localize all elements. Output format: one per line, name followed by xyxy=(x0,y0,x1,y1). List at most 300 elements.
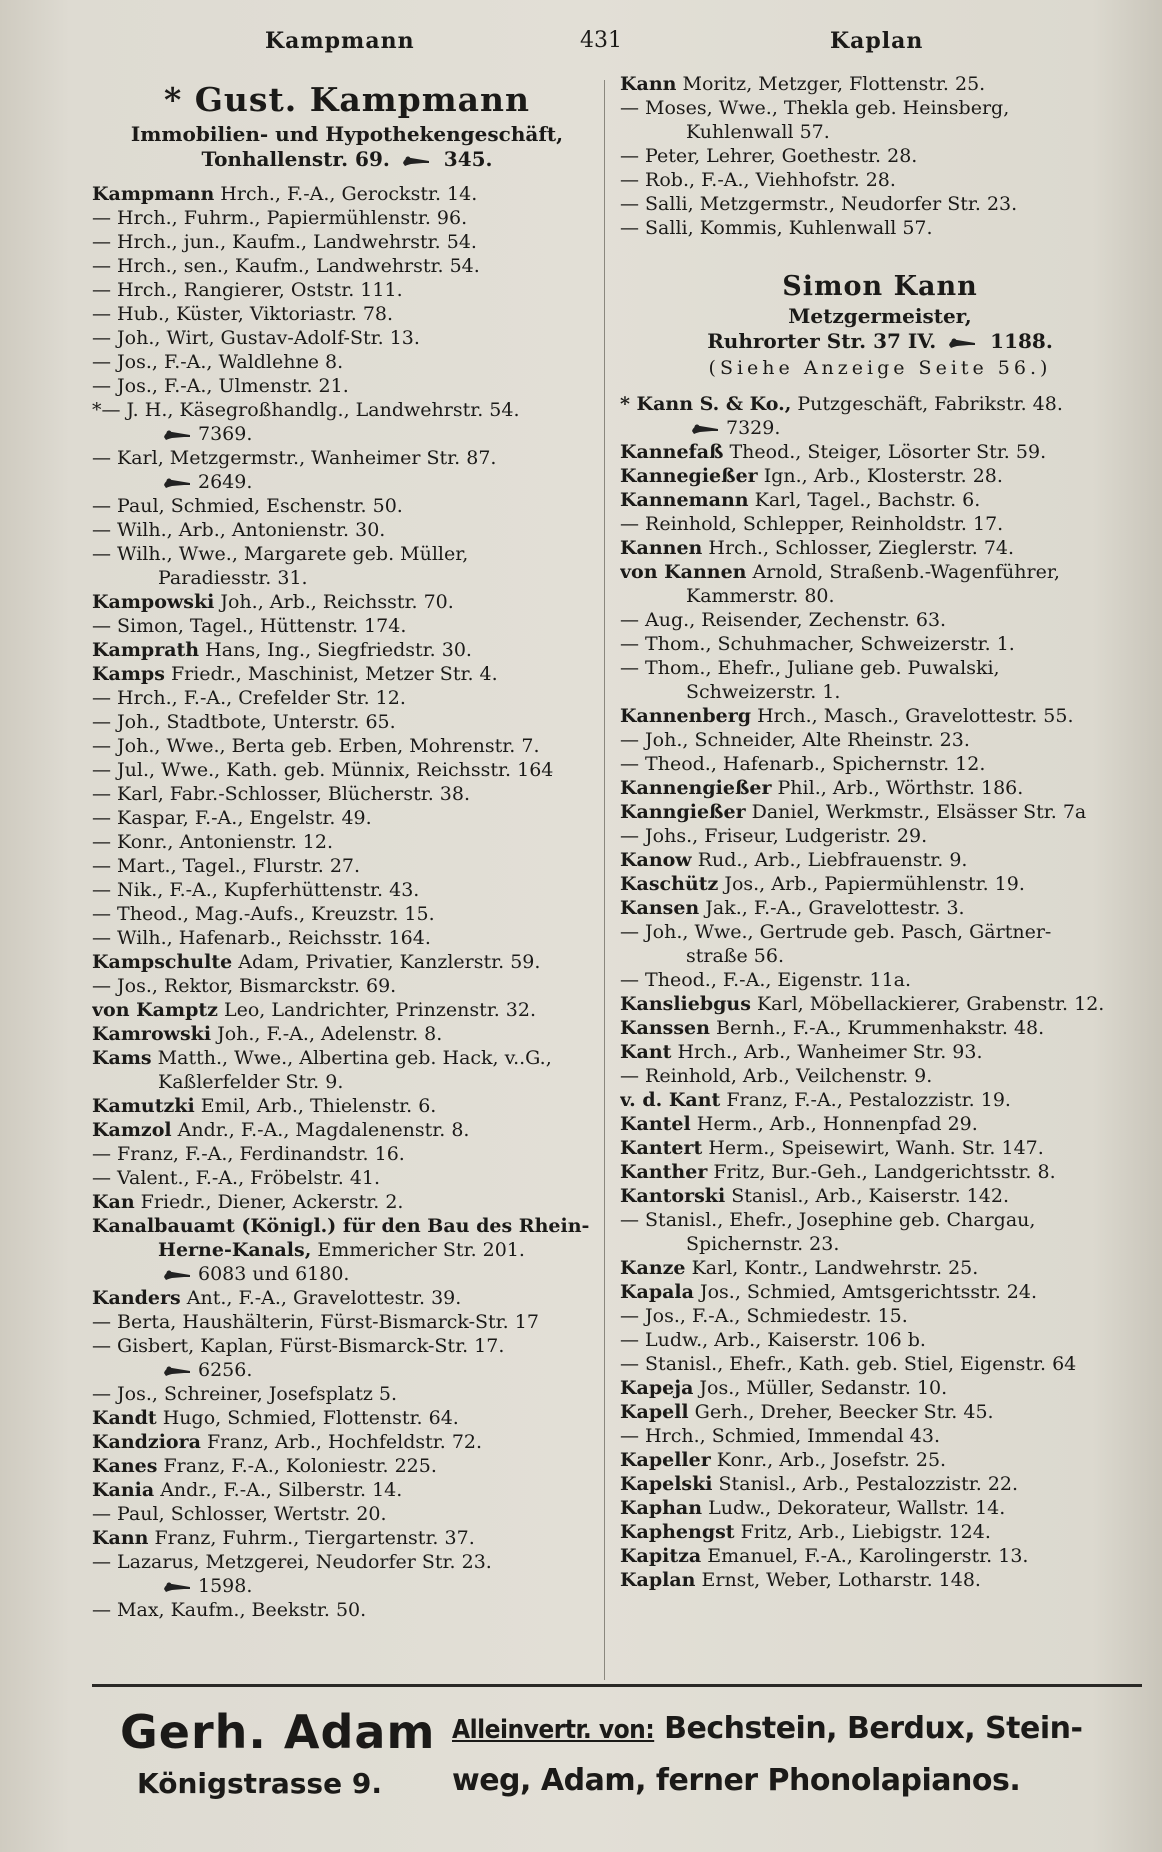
phone-number: 7329. xyxy=(726,417,781,439)
directory-entry xyxy=(92,662,602,686)
entry-surname: Kanther xyxy=(620,1161,708,1183)
entry-details: — Theod., Mag.-Aufs., Kreuzstr. 15. xyxy=(92,903,435,925)
entry-details: — Joh., Schneider, Alte Rheinstr. 23. xyxy=(620,729,970,751)
entry-surname: Kaphengst xyxy=(620,1521,735,1543)
directory-entry xyxy=(620,1088,1140,1112)
entry-surname: Kann xyxy=(92,1527,149,1549)
footer-line-1 xyxy=(452,1711,1082,1746)
phone-number: 7369. xyxy=(198,423,253,445)
entry-details: Herm., Speisewirt, Wanh. Str. 147. xyxy=(702,1137,1044,1159)
directory-entry xyxy=(620,584,1140,608)
entry-details: Friedr., Diener, Ackerstr. 2. xyxy=(134,1191,404,1213)
entry-surname: Kamrowski xyxy=(92,1023,212,1045)
running-header xyxy=(0,28,1162,58)
directory-entry xyxy=(92,1046,602,1070)
directory-entry xyxy=(92,974,602,998)
ad-reference: (Siehe Anzeige Seite 56.) xyxy=(708,357,1052,379)
directory-entry xyxy=(92,374,602,398)
entry-details: — Nik., F.-A., Kupferhüttenstr. 43. xyxy=(92,879,420,901)
directory-entry xyxy=(620,464,1140,488)
entry-details: — Karl, Fabr.-Schlosser, Blücherstr. 38. xyxy=(92,783,471,805)
entry-surname: v. d. Kant xyxy=(620,1089,721,1111)
entry-details: Arnold, Straßenb.-Wagenführer, xyxy=(746,561,1060,583)
directory-entry xyxy=(92,230,602,254)
entry-details: — Ludw., Arb., Kaiserstr. 106 b. xyxy=(620,1329,926,1351)
left-column xyxy=(92,72,602,1622)
directory-entry xyxy=(92,710,602,734)
directory-entry xyxy=(92,518,602,542)
entry-surname: Kanze xyxy=(620,1257,686,1279)
directory-entry xyxy=(92,638,602,662)
directory-entry xyxy=(92,1598,602,1622)
directory-entry xyxy=(620,168,1140,192)
entry-surname: Kapala xyxy=(620,1281,694,1303)
entry-surname: Kams xyxy=(92,1047,152,1069)
entry-details: Stanisl., Arb., Pestalozzistr. 22. xyxy=(712,1473,1019,1495)
directory-entry xyxy=(92,926,602,950)
directory-entry xyxy=(92,590,602,614)
directory-entry xyxy=(620,1544,1140,1568)
entry-details: — Hrch., F.-A., Crefelder Str. 12. xyxy=(92,687,406,709)
footer-address: Königstrasse 9. xyxy=(137,1767,382,1800)
entry-details: — Stanisl., Ehefr., Kath. geb. Stiel, Eigenstr. 64 xyxy=(620,1353,1077,1375)
entry-surname: Kapitza xyxy=(620,1545,702,1567)
entry-details: — Wilh., Arb., Antonienstr. 30. xyxy=(92,519,386,541)
directory-entry xyxy=(92,902,602,926)
directory-entry xyxy=(620,1040,1140,1064)
directory-entry xyxy=(92,1382,602,1406)
entry-details: — Wilh., Wwe., Margarete geb. Müller, xyxy=(92,543,469,565)
directory-entry xyxy=(620,1472,1140,1496)
entry-details: Phil., Arb., Wörthstr. 186. xyxy=(771,777,1024,799)
entry-surname: * Kann S. & Ko., xyxy=(620,393,792,415)
telephone-icon xyxy=(162,1364,192,1378)
directory-entry xyxy=(92,1358,602,1382)
entry-surname: Kannemann xyxy=(620,489,749,511)
directory-entry xyxy=(92,1190,602,1214)
entry-details: Karl, Tagel., Bachstr. 6. xyxy=(748,489,981,511)
directory-entry xyxy=(620,1328,1140,1352)
entry-details: — Peter, Lehrer, Goethestr. 28. xyxy=(620,145,918,167)
entry-details: — Kaspar, F.-A., Engelstr. 49. xyxy=(92,807,372,829)
entry-surname: Kapeller xyxy=(620,1449,711,1471)
entry-details: — Franz, F.-A., Ferdinandstr. 16. xyxy=(92,1143,405,1165)
directory-entry xyxy=(620,1376,1140,1400)
entry-details: Franz, F.-A., Pestalozzistr. 19. xyxy=(720,1089,1011,1111)
directory-entry xyxy=(92,326,602,350)
entry-details: Rud., Arb., Liebfrauenstr. 9. xyxy=(691,849,968,871)
entry-surname: Kannen xyxy=(620,537,703,559)
entry-surname: Kamutzki xyxy=(92,1095,195,1117)
footer-brand: Gerh. Adam xyxy=(120,1705,436,1759)
header-left-keyword: Kampmann xyxy=(265,28,415,54)
column-divider xyxy=(604,80,605,1680)
directory-entry xyxy=(620,872,1140,896)
directory-entry xyxy=(92,758,602,782)
directory-entry xyxy=(620,1136,1140,1160)
entry-details: — Max, Kaufm., Beekstr. 50. xyxy=(92,1599,367,1621)
telephone-icon xyxy=(162,476,192,490)
entry-surname: Kant xyxy=(620,1041,672,1063)
directory-entry xyxy=(92,254,602,278)
entry-details: Paradiesstr. 31. xyxy=(158,567,308,589)
advertisement-kampmann xyxy=(92,78,602,172)
directory-entry xyxy=(620,560,1140,584)
directory-entry xyxy=(92,422,602,446)
entry-details: Jos., Arb., Papiermühlenstr. 19. xyxy=(718,873,1025,895)
directory-entry xyxy=(620,1352,1140,1376)
directory-entry xyxy=(92,1454,602,1478)
directory-entry xyxy=(92,1142,602,1166)
ad-line: Metzgermeister, xyxy=(788,304,972,328)
directory-entry xyxy=(620,704,1140,728)
directory-entry xyxy=(620,120,1140,144)
directory-entry xyxy=(92,1094,602,1118)
entry-details: straße 56. xyxy=(686,945,784,967)
directory-entry xyxy=(620,944,1140,968)
ad-address: Tonhallenstr. 69. xyxy=(201,147,390,171)
entry-surname: Kania xyxy=(92,1479,155,1501)
entry-details: — Hrch., Schmied, Immendal 43. xyxy=(620,1425,941,1447)
entry-details: — Karl, Metzgermstr., Wanheimer Str. 87. xyxy=(92,447,497,469)
entry-surname: Kampmann xyxy=(92,183,215,205)
directory-entry xyxy=(92,302,602,326)
directory-entry xyxy=(92,1430,602,1454)
directory-entry xyxy=(620,1016,1140,1040)
phone-number: 2649. xyxy=(198,471,253,493)
directory-entry xyxy=(620,392,1140,416)
directory-entry xyxy=(620,1232,1140,1256)
directory-entry xyxy=(620,1520,1140,1544)
entry-list xyxy=(620,392,1140,1592)
ad-line xyxy=(92,147,602,172)
header-right-keyword: Kaplan xyxy=(830,28,924,54)
entry-details: Emanuel, F.-A., Karolingerstr. 13. xyxy=(701,1545,1029,1567)
directory-entry xyxy=(92,1478,602,1502)
entry-surname: Kamzol xyxy=(92,1119,172,1141)
ad-line: Immobilien- und Hypothekengeschäft, xyxy=(130,122,564,146)
entry-surname: Kandt xyxy=(92,1407,157,1429)
advertisement-kann xyxy=(620,270,1140,382)
entry-details: Herm., Arb., Honnenpfad 29. xyxy=(690,1113,978,1135)
entry-details: Fritz, Bur.-Geh., Landgerichtsstr. 8. xyxy=(707,1161,1056,1183)
entry-details: Schweizerstr. 1. xyxy=(686,681,841,703)
entry-details: — Jos., F.-A., Schmiedestr. 15. xyxy=(620,1305,908,1327)
entry-details: Emmericher Str. 201. xyxy=(311,1239,525,1261)
entry-surname: Kamprath xyxy=(92,639,200,661)
directory-entry xyxy=(92,950,602,974)
entry-details: — Theod., F.-A., Eigenstr. 11a. xyxy=(620,969,912,991)
entry-details: — Thom., Ehefr., Juliane geb. Puwalski, xyxy=(620,657,1000,679)
entry-surname: Kaschütz xyxy=(620,873,719,895)
entry-list xyxy=(92,182,602,1622)
ad-address: Ruhrorter Str. 37 IV. xyxy=(707,329,937,353)
entry-surname: Kampowski xyxy=(92,591,215,613)
entry-details: Hugo, Schmied, Flottenstr. 64. xyxy=(156,1407,459,1429)
entry-surname: Kantorski xyxy=(620,1185,726,1207)
directory-entry xyxy=(620,824,1140,848)
directory-entry xyxy=(92,1502,602,1526)
telephone-icon xyxy=(162,1268,192,1282)
ad-title: * Gust. Kampmann xyxy=(163,80,531,119)
directory-entry xyxy=(92,1310,602,1334)
footer-line-1-rest: Bechstein, Berdux, Stein- xyxy=(654,1711,1083,1746)
directory-entry xyxy=(620,96,1140,120)
directory-entry xyxy=(92,1406,602,1430)
entry-surname: Kanders xyxy=(92,1287,181,1309)
footer-advertisement xyxy=(92,1684,1142,1817)
entry-details: Theod., Steiger, Lösorter Str. 59. xyxy=(723,441,1047,463)
directory-entry xyxy=(92,182,602,206)
entry-surname: Kaplan xyxy=(620,1569,696,1591)
entry-surname: Kannenberg xyxy=(620,705,752,727)
entry-surname: Kapelski xyxy=(620,1473,713,1495)
directory-entry xyxy=(620,632,1140,656)
directory-entry xyxy=(620,512,1140,536)
entry-details: — Joh., Wwe., Gertrude geb. Pasch, Gärtner- xyxy=(620,921,1052,943)
directory-entry xyxy=(92,542,602,566)
directory-entry xyxy=(620,656,1140,680)
directory-entry xyxy=(620,1424,1140,1448)
entry-surname: Kanssen xyxy=(620,1017,710,1039)
directory-entry xyxy=(92,1574,602,1598)
directory-entry xyxy=(92,494,602,518)
entry-details: — Lazarus, Metzgerei, Neudorfer Str. 23. xyxy=(92,1551,492,1573)
entry-surname: Kansen xyxy=(620,897,700,919)
entry-surname: Kapeja xyxy=(620,1377,694,1399)
telephone-icon xyxy=(401,154,431,168)
directory-entry xyxy=(620,1448,1140,1472)
telephone-icon xyxy=(162,428,192,442)
directory-entry xyxy=(620,968,1140,992)
directory-entry xyxy=(92,854,602,878)
directory-entry xyxy=(620,1112,1140,1136)
directory-entry xyxy=(92,566,602,590)
directory-entry xyxy=(92,350,602,374)
directory-entry xyxy=(620,776,1140,800)
entry-details: Franz, Fuhrm., Tiergartenstr. 37. xyxy=(148,1527,475,1549)
entry-details: — Salli, Metzgermstr., Neudorfer Str. 23. xyxy=(620,193,1018,215)
entry-details: — Simon, Tagel., Hüttenstr. 174. xyxy=(92,615,407,637)
telephone-icon xyxy=(947,336,977,350)
directory-entry xyxy=(620,1184,1140,1208)
entry-details: — Stanisl., Ehefr., Josephine geb. Chargau, xyxy=(620,1209,1036,1231)
entry-details: Leo, Landrichter, Prinzenstr. 32. xyxy=(217,999,537,1021)
entry-details: Spichernstr. 23. xyxy=(686,1233,840,1255)
footer-prefix: Alleinvertr. von: xyxy=(452,1715,655,1745)
entry-details: — Konr., Antonienstr. 12. xyxy=(92,831,334,853)
directory-entry xyxy=(92,446,602,470)
entry-surname: Kantert xyxy=(620,1137,703,1159)
entry-details: — Joh., Stadtbote, Unterstr. 65. xyxy=(92,711,396,733)
entry-details: — Reinhold, Arb., Veilchenstr. 9. xyxy=(620,1065,933,1087)
directory-entry xyxy=(92,278,602,302)
directory-entry xyxy=(92,686,602,710)
entry-surname: Kandziora xyxy=(92,1431,201,1453)
directory-entry xyxy=(92,206,602,230)
entry-surname: Kanow xyxy=(620,849,692,871)
entry-details: — Jos., F.-A., Ulmenstr. 21. xyxy=(92,375,349,397)
entry-details: Andr., F.-A., Silberstr. 14. xyxy=(154,1479,403,1501)
directory-entry xyxy=(92,1262,602,1286)
entry-details: — Hrch., Rangierer, Oststr. 111. xyxy=(92,279,403,301)
entry-surname: Kan xyxy=(92,1191,135,1213)
directory-entry xyxy=(92,878,602,902)
ad-phone: 1188. xyxy=(990,329,1053,353)
directory-entry xyxy=(92,1022,602,1046)
phone-number: 6083 und 6180. xyxy=(198,1263,350,1285)
directory-entry xyxy=(92,830,602,854)
entry-details: Ign., Arb., Klosterstr. 28. xyxy=(757,465,1003,487)
entry-details: — Hrch., jun., Kaufm., Landwehrstr. 54. xyxy=(92,231,477,253)
directory-entry xyxy=(620,1568,1140,1592)
entry-details: Daniel, Werkmstr., Elsässer Str. 7a xyxy=(745,801,1087,823)
entry-details: Bernh., F.-A., Krummenhakstr. 48. xyxy=(709,1017,1045,1039)
entry-details: — Berta, Haushälterin, Fürst-Bismarck-Str. 17 xyxy=(92,1311,539,1333)
directory-entry xyxy=(620,440,1140,464)
entry-details: Franz, F.-A., Koloniestr. 225. xyxy=(157,1455,437,1477)
directory-entry xyxy=(92,1526,602,1550)
phone-number: 6256. xyxy=(198,1359,253,1381)
entry-details: — Hub., Küster, Viktoriastr. 78. xyxy=(92,303,394,325)
entry-surname: Kann xyxy=(620,73,677,95)
entry-details: — Paul, Schmied, Eschenstr. 50. xyxy=(92,495,403,517)
entry-surname: von Kamptz xyxy=(92,999,218,1021)
entry-details: Ludw., Dekorateur, Wallstr. 14. xyxy=(702,1497,1006,1519)
directory-entry xyxy=(92,1238,602,1262)
right-column xyxy=(620,72,1140,1592)
directory-entry xyxy=(92,398,602,422)
directory-entry xyxy=(92,1550,602,1574)
entry-details: Putzgeschäft, Fabrikstr. 48. xyxy=(791,393,1063,415)
entry-surname: Kannegießer xyxy=(620,465,758,487)
entry-details: — Hrch., sen., Kaufm., Landwehrstr. 54. xyxy=(92,255,480,277)
entry-details: Kammerstr. 80. xyxy=(686,585,835,607)
page-number: 431 xyxy=(580,28,622,53)
entry-details: Franz, Arb., Hochfeldstr. 72. xyxy=(200,1431,483,1453)
entry-details: Matth., Wwe., Albertina geb. Hack, v..G., xyxy=(151,1047,552,1069)
entry-details: — Johs., Friseur, Ludgeristr. 29. xyxy=(620,825,928,847)
directory-entry xyxy=(620,192,1140,216)
directory-entry xyxy=(620,920,1140,944)
entry-details: Jos., Schmied, Amtsgerichtsstr. 24. xyxy=(693,1281,1038,1303)
entry-details: — Jos., Rektor, Bismarckstr. 69. xyxy=(92,975,397,997)
entry-details: Karl, Kontr., Landwehrstr. 25. xyxy=(685,1257,979,1279)
footer-line-2: weg, Adam, ferner Phonolapianos. xyxy=(452,1763,1021,1798)
directory-entry xyxy=(92,1166,602,1190)
ad-line xyxy=(620,329,1140,354)
entry-details: — Theod., Hafenarb., Spichernstr. 12. xyxy=(620,753,986,775)
entry-details: Hans, Ing., Siegfriedstr. 30. xyxy=(199,639,472,661)
entry-details: Joh., Arb., Reichsstr. 70. xyxy=(214,591,454,613)
entry-list xyxy=(620,72,1140,240)
directory-entry xyxy=(620,1160,1140,1184)
entry-details: — Rob., F.-A., Viehhofstr. 28. xyxy=(620,169,896,191)
directory-entry xyxy=(92,470,602,494)
entry-details: Ernst, Weber, Lotharstr. 148. xyxy=(695,1569,981,1591)
directory-entry xyxy=(620,216,1140,240)
entry-surname: Kanalbauamt (Königl.) für den Bau des Rhein- xyxy=(92,1215,590,1237)
entry-details: — Aug., Reisender, Zechenstr. 63. xyxy=(620,609,947,631)
directory-entry xyxy=(92,1286,602,1310)
entry-details: Kaßlerfelder Str. 9. xyxy=(158,1071,344,1093)
entry-details: Friedr., Maschinist, Metzer Str. 4. xyxy=(164,663,498,685)
entry-surname: Herne-Kanals, xyxy=(158,1239,312,1261)
entry-details: Andr., F.-A., Magdalenenstr. 8. xyxy=(171,1119,470,1141)
directory-entry xyxy=(92,998,602,1022)
entry-details: Kuhlenwall 57. xyxy=(686,121,830,143)
directory-entry xyxy=(92,1070,602,1094)
directory-entry xyxy=(92,614,602,638)
entry-details: Stanisl., Arb., Kaiserstr. 142. xyxy=(725,1185,1009,1207)
entry-surname: Kapell xyxy=(620,1401,689,1423)
directory-entry xyxy=(620,800,1140,824)
directory-entry xyxy=(620,536,1140,560)
directory-entry xyxy=(620,896,1140,920)
directory-entry xyxy=(620,488,1140,512)
entry-surname: Kanes xyxy=(92,1455,158,1477)
entry-details: — Moses, Wwe., Thekla geb. Heinsberg, xyxy=(620,97,1010,119)
entry-details: — Wilh., Hafenarb., Reichsstr. 164. xyxy=(92,927,431,949)
entry-details: — Reinhold, Schlepper, Reinholdstr. 17. xyxy=(620,513,1004,535)
directory-entry xyxy=(620,1496,1140,1520)
entry-details: *— J. H., Käsegroßhandlg., Landwehrstr. 54. xyxy=(92,399,520,421)
directory-entry xyxy=(92,1118,602,1142)
directory-entry xyxy=(620,1256,1140,1280)
entry-details: Gerh., Dreher, Beecker Str. 45. xyxy=(688,1401,994,1423)
directory-entry xyxy=(92,782,602,806)
directory-entry xyxy=(620,680,1140,704)
directory-entry xyxy=(620,1400,1140,1424)
entry-details: Moritz, Metzger, Flottenstr. 25. xyxy=(676,73,986,95)
entry-details: Ant., F.-A., Gravelottestr. 39. xyxy=(180,1287,462,1309)
directory-entry xyxy=(92,806,602,830)
directory-entry xyxy=(620,1064,1140,1088)
entry-details: — Paul, Schlosser, Wertstr. 20. xyxy=(92,1503,387,1525)
entry-surname: von Kannen xyxy=(620,561,747,583)
entry-details: Joh., F.-A., Adelenstr. 8. xyxy=(211,1023,443,1045)
entry-details: Hrch., F.-A., Gerockstr. 14. xyxy=(214,183,478,205)
entry-surname: Kannefaß xyxy=(620,441,724,463)
directory-entry xyxy=(620,1304,1140,1328)
entry-details: Emil, Arb., Thielenstr. 6. xyxy=(194,1095,437,1117)
entry-details: Hrch., Masch., Gravelottestr. 55. xyxy=(751,705,1074,727)
entry-details: Adam, Privatier, Kanzlerstr. 59. xyxy=(232,951,541,973)
phone-number: 1598. xyxy=(198,1575,253,1597)
directory-entry xyxy=(620,728,1140,752)
ad-phone: 345. xyxy=(443,147,493,171)
entry-details: Jos., Müller, Sedanstr. 10. xyxy=(693,1377,948,1399)
entry-details: — Valent., F.-A., Fröbelstr. 41. xyxy=(92,1167,381,1189)
ad-title: Simon Kann xyxy=(782,271,978,302)
entry-details: — Gisbert, Kaplan, Fürst-Bismarck-Str. 17. xyxy=(92,1335,505,1357)
telephone-icon xyxy=(162,1580,192,1594)
directory-entry xyxy=(620,992,1140,1016)
entry-surname: Kaphan xyxy=(620,1497,703,1519)
entry-surname: Kansliebgus xyxy=(620,993,751,1015)
directory-entry xyxy=(92,1334,602,1358)
directory-entry xyxy=(620,1280,1140,1304)
directory-entry xyxy=(620,608,1140,632)
entry-details: — Joh., Wirt, Gustav-Adolf-Str. 13. xyxy=(92,327,420,349)
entry-details: — Jos., Schreiner, Josefsplatz 5. xyxy=(92,1383,398,1405)
directory-entry xyxy=(620,416,1140,440)
entry-details: Karl, Möbellackierer, Grabenstr. 12. xyxy=(750,993,1105,1015)
entry-details: — Jul., Wwe., Kath. geb. Münnix, Reichsstr. 164 xyxy=(92,759,554,781)
entry-surname: Kantel xyxy=(620,1113,691,1135)
entry-details: Jak., F.-A., Gravelottestr. 3. xyxy=(699,897,965,919)
directory-entry xyxy=(620,1208,1140,1232)
